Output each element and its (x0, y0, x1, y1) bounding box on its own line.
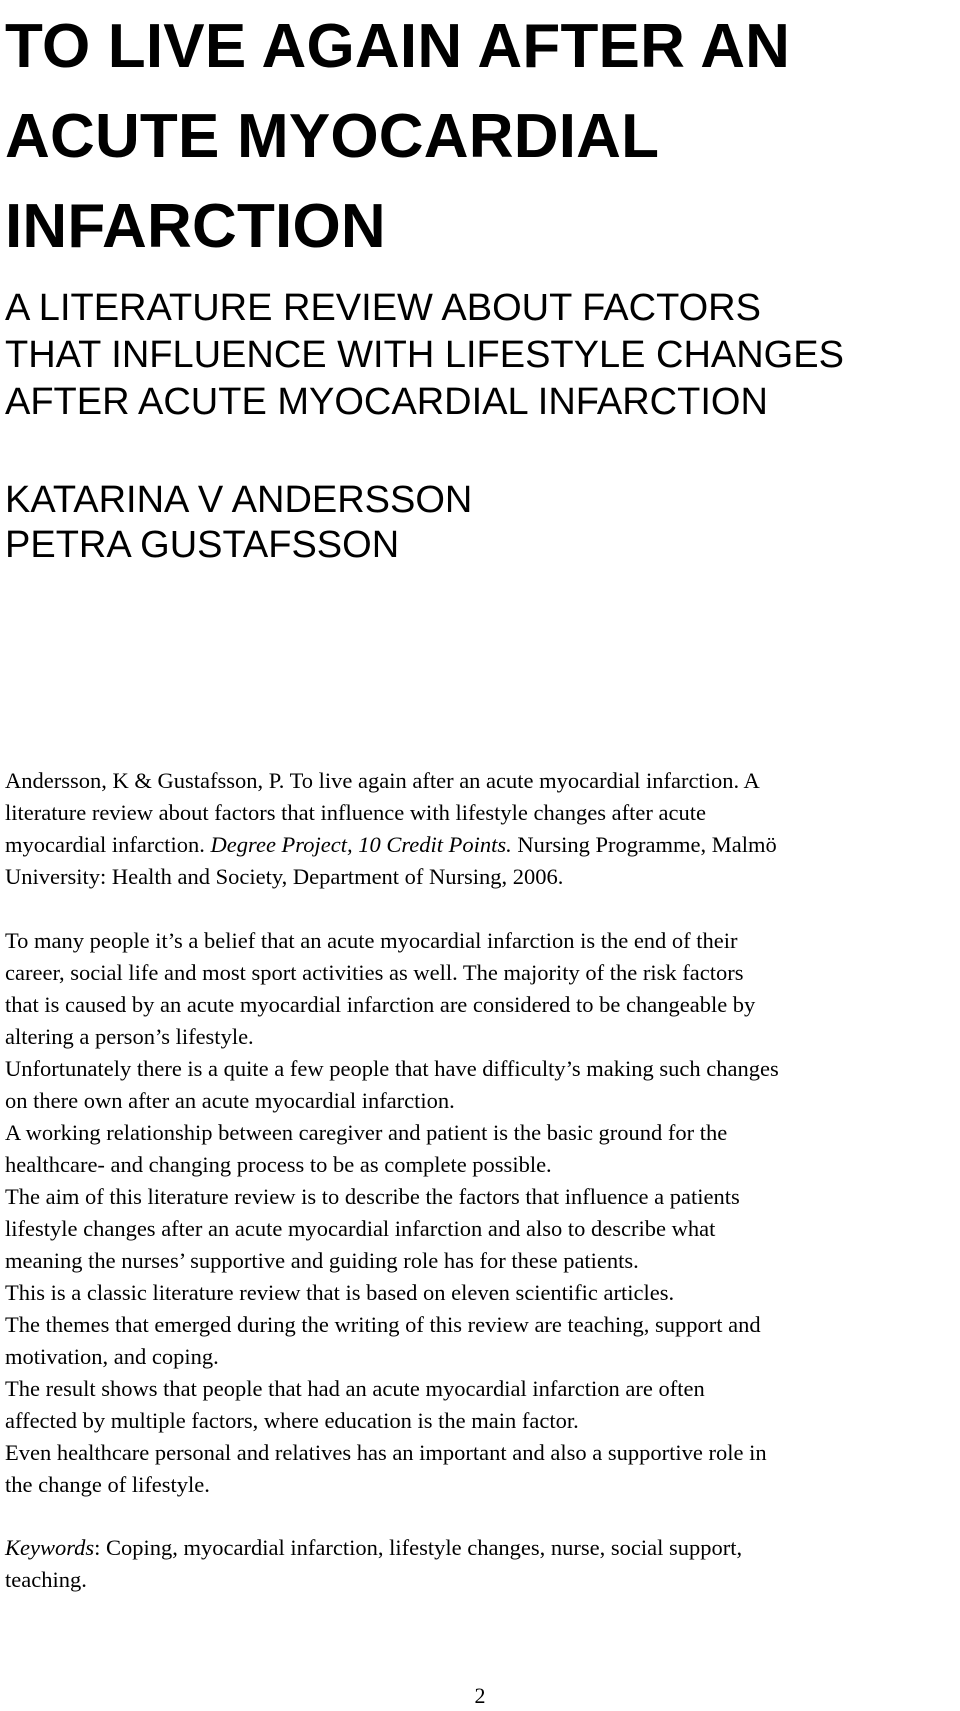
keywords-line: teaching. (5, 1567, 87, 1592)
abstract-line: on there own after an acute myocardial infarction. (5, 1088, 455, 1113)
abstract-line: To many people it’s a belief that an acute myocardial infarction is the end of their (5, 928, 738, 953)
abstract-paragraph (5, 1181, 955, 1277)
title-line: INFARCTION (5, 192, 386, 261)
document-subtitle (5, 285, 844, 426)
citation-block (5, 765, 955, 893)
title-line: TO LIVE AGAIN AFTER AN (5, 12, 791, 81)
citation-text: Nursing Programme, Malmö (511, 832, 777, 857)
abstract-body (5, 925, 955, 1501)
title-line: ACUTE MYOCARDIAL (5, 102, 660, 171)
abstract-line: lifestyle changes after an acute myocardial infarction and also to describe what (5, 1216, 716, 1241)
abstract-paragraph (5, 925, 955, 1053)
author-name: PETRA GUSTAFSSON (5, 524, 400, 566)
author-name: KATARINA V ANDERSSON (5, 479, 473, 521)
keywords-block (5, 1532, 955, 1596)
abstract-paragraph (5, 1053, 955, 1117)
abstract-line: career, social life and most sport activities as well. The majority of the risk factors (5, 960, 744, 985)
citation-line: literature review about factors that influence with lifestyle changes after acute (5, 800, 706, 825)
citation-line: Andersson, K & Gustafsson, P. To live again after an acute myocardial infarction. A (5, 768, 760, 793)
page-number: 2 (474, 1683, 486, 1708)
abstract-line: This is a classic literature review that is based on eleven scientific articles. (5, 1280, 675, 1305)
keywords-line (5, 1532, 955, 1564)
subtitle-line: A LITERATURE REVIEW ABOUT FACTORS (5, 287, 761, 329)
abstract-line: The aim of this literature review is to describe the factors that influence a patients (5, 1184, 740, 1209)
abstract-line: Even healthcare personal and relatives has an important and also a supportive role in (5, 1440, 767, 1465)
abstract-line: The themes that emerged during the writing of this review are teaching, support and (5, 1312, 761, 1337)
abstract-line: altering a person’s lifestyle. (5, 1024, 254, 1049)
abstract-line: motivation, and coping. (5, 1344, 219, 1369)
citation-line: University: Health and Society, Department of Nursing, 2006. (5, 864, 564, 889)
citation-line (5, 829, 955, 861)
abstract-paragraph (5, 1373, 955, 1437)
subtitle-line: AFTER ACUTE MYOCARDIAL INFARCTION (5, 381, 768, 423)
abstract-line: Unfortunately there is a quite a few people that have difficulty’s making such changes (5, 1056, 779, 1081)
keywords-label: Keywords (5, 1535, 95, 1560)
author-list (5, 478, 472, 568)
abstract-line: The result shows that people that had an acute myocardial infarction are often (5, 1376, 705, 1401)
keywords-text: : Coping, myocardial infarction, lifestyle changes, nurse, social support, (94, 1535, 743, 1560)
abstract-line: the change of lifestyle. (5, 1472, 210, 1497)
abstract-line: A working relationship between caregiver and patient is the basic ground for the (5, 1120, 728, 1145)
abstract-line: that is caused by an acute myocardial infarction are considered to be changeable by (5, 992, 756, 1017)
abstract-paragraph (5, 1437, 955, 1501)
document-title (5, 2, 790, 272)
abstract-paragraph (5, 1309, 955, 1373)
abstract-paragraph (5, 1277, 955, 1309)
abstract-line: meaning the nurses’ supportive and guiding role has for these patients. (5, 1248, 639, 1273)
abstract-line: affected by multiple factors, where education is the main factor. (5, 1408, 579, 1433)
abstract-paragraph (5, 1117, 955, 1181)
citation-text: myocardial infarction. (5, 832, 211, 857)
subtitle-line: THAT INFLUENCE WITH LIFESTYLE CHANGES (5, 334, 844, 376)
abstract-line: healthcare- and changing process to be as complete possible. (5, 1152, 552, 1177)
degree-project-label: Degree Project, 10 Credit Points. (210, 832, 512, 857)
